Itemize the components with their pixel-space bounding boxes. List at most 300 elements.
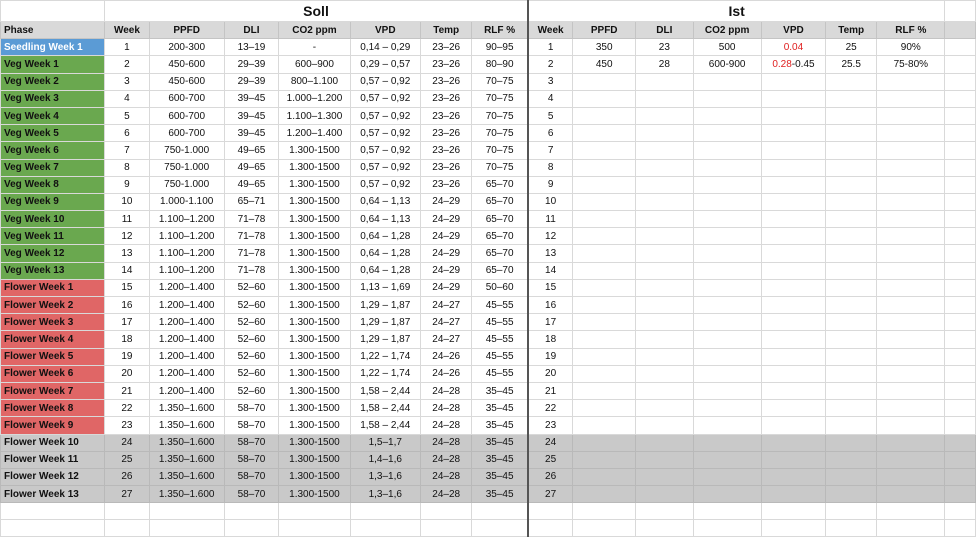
co2-cell[interactable]: 1.300-1500 — [279, 486, 350, 503]
rlf-cell[interactable]: 65–70 — [472, 193, 528, 210]
temp-cell[interactable]: 24–29 — [421, 211, 472, 228]
dli-cell[interactable]: 58–70 — [224, 417, 279, 434]
header-ist-week[interactable]: Week — [528, 22, 573, 39]
ist-vpd-cell[interactable] — [761, 211, 825, 228]
ist-ppfd-cell[interactable] — [573, 262, 636, 279]
vpd-cell[interactable]: 0,57 – 0,92 — [350, 73, 421, 90]
ppfd-cell[interactable]: 1.350–1.600 — [149, 451, 224, 468]
ist-co2-cell[interactable] — [693, 159, 761, 176]
cell-blank[interactable] — [350, 520, 421, 537]
rlf-cell[interactable]: 45–55 — [472, 365, 528, 382]
ist-dli-cell[interactable] — [636, 107, 693, 124]
ist-ppfd-cell[interactable] — [573, 142, 636, 159]
ist-vpd-cell[interactable] — [761, 73, 825, 90]
dli-cell[interactable]: 71–78 — [224, 245, 279, 262]
temp-cell[interactable]: 24–28 — [421, 417, 472, 434]
week-cell[interactable]: 5 — [105, 107, 150, 124]
co2-cell[interactable]: 1.300-1500 — [279, 468, 350, 485]
ist-rlf-cell[interactable] — [877, 193, 945, 210]
ist-temp-cell[interactable] — [826, 434, 877, 451]
ist-ppfd-cell[interactable] — [573, 73, 636, 90]
ist-ppfd-cell[interactable] — [573, 211, 636, 228]
ist-temp-cell[interactable] — [826, 125, 877, 142]
ist-temp-cell[interactable] — [826, 314, 877, 331]
header-co2[interactable]: CO2 ppm — [279, 22, 350, 39]
rlf-cell[interactable]: 70–75 — [472, 142, 528, 159]
ist-week-cell[interactable]: 26 — [528, 468, 573, 485]
vpd-cell[interactable]: 0,64 – 1,13 — [350, 211, 421, 228]
temp-cell[interactable]: 24–29 — [421, 262, 472, 279]
ist-ppfd-cell[interactable] — [573, 228, 636, 245]
ppfd-cell[interactable]: 450-600 — [149, 56, 224, 73]
vpd-cell[interactable]: 0,64 – 1,13 — [350, 193, 421, 210]
ist-dli-cell[interactable] — [636, 142, 693, 159]
ppfd-cell[interactable]: 1.100–1.200 — [149, 228, 224, 245]
section-title-ist[interactable]: Ist — [528, 1, 945, 22]
cell-blank[interactable] — [945, 107, 976, 124]
ist-dli-cell[interactable] — [636, 279, 693, 296]
temp-cell[interactable]: 24–28 — [421, 451, 472, 468]
ist-week-cell[interactable]: 6 — [528, 125, 573, 142]
rlf-cell[interactable]: 70–75 — [472, 125, 528, 142]
temp-cell[interactable]: 23–26 — [421, 142, 472, 159]
ist-temp-cell[interactable] — [826, 365, 877, 382]
dli-cell[interactable]: 58–70 — [224, 486, 279, 503]
ist-dli-cell[interactable] — [636, 262, 693, 279]
cell-blank[interactable] — [945, 90, 976, 107]
ist-co2-cell[interactable] — [693, 297, 761, 314]
ist-temp-cell[interactable] — [826, 159, 877, 176]
ist-co2-cell[interactable] — [693, 73, 761, 90]
week-cell[interactable]: 15 — [105, 279, 150, 296]
vpd-cell[interactable]: 0,64 – 1,28 — [350, 245, 421, 262]
ist-vpd-cell[interactable] — [761, 39, 825, 56]
co2-cell[interactable]: 1.300-1500 — [279, 228, 350, 245]
cell-blank[interactable] — [945, 365, 976, 382]
dli-cell[interactable]: 71–78 — [224, 228, 279, 245]
dli-cell[interactable]: 39–45 — [224, 107, 279, 124]
vpd-cell[interactable]: 0,64 – 1,28 — [350, 228, 421, 245]
ist-temp-cell[interactable] — [826, 468, 877, 485]
ist-rlf-cell[interactable] — [877, 486, 945, 503]
ist-week-cell[interactable]: 18 — [528, 331, 573, 348]
cell-blank[interactable] — [1, 520, 105, 537]
temp-cell[interactable]: 23–26 — [421, 125, 472, 142]
ist-vpd-cell[interactable] — [761, 142, 825, 159]
temp-cell[interactable]: 24–28 — [421, 434, 472, 451]
ist-vpd-cell[interactable] — [761, 468, 825, 485]
ist-temp-cell[interactable] — [826, 211, 877, 228]
temp-cell[interactable]: 24–28 — [421, 486, 472, 503]
ist-vpd-cell[interactable] — [761, 434, 825, 451]
ist-vpd-cell[interactable] — [761, 193, 825, 210]
co2-cell[interactable]: 1.300-1500 — [279, 314, 350, 331]
ist-dli-cell[interactable] — [636, 451, 693, 468]
ist-temp-cell[interactable] — [826, 90, 877, 107]
week-cell[interactable]: 13 — [105, 245, 150, 262]
cell-blank[interactable] — [472, 503, 528, 520]
cell-blank[interactable] — [421, 520, 472, 537]
dli-cell[interactable]: 52–60 — [224, 279, 279, 296]
cell-blank[interactable] — [945, 228, 976, 245]
ist-week-cell[interactable]: 3 — [528, 73, 573, 90]
temp-cell[interactable]: 24–26 — [421, 348, 472, 365]
co2-cell[interactable]: 1.300-1500 — [279, 245, 350, 262]
ist-vpd-cell[interactable] — [761, 486, 825, 503]
ist-co2-cell[interactable] — [693, 468, 761, 485]
week-cell[interactable]: 6 — [105, 125, 150, 142]
header-ist-dli[interactable]: DLI — [636, 22, 693, 39]
ppfd-cell[interactable]: 1.200–1.400 — [149, 331, 224, 348]
co2-cell[interactable]: - — [279, 39, 350, 56]
cell-blank[interactable] — [573, 503, 636, 520]
vpd-cell[interactable]: 1,22 – 1,74 — [350, 365, 421, 382]
vpd-cell[interactable]: 1,3–1,6 — [350, 486, 421, 503]
ist-vpd-cell[interactable] — [761, 279, 825, 296]
ist-rlf-cell[interactable] — [877, 417, 945, 434]
dli-cell[interactable]: 52–60 — [224, 348, 279, 365]
dli-cell[interactable]: 52–60 — [224, 331, 279, 348]
ist-vpd-cell[interactable] — [761, 348, 825, 365]
ist-rlf-cell[interactable] — [877, 176, 945, 193]
cell-blank[interactable] — [945, 193, 976, 210]
ist-co2-cell[interactable] — [693, 211, 761, 228]
ist-rlf-cell[interactable] — [877, 451, 945, 468]
ist-temp-cell[interactable] — [826, 262, 877, 279]
temp-cell[interactable]: 24–29 — [421, 245, 472, 262]
header-ppfd[interactable]: PPFD — [149, 22, 224, 39]
temp-cell[interactable]: 23–26 — [421, 39, 472, 56]
ist-co2-cell[interactable]: 600-900 — [693, 56, 761, 73]
co2-cell[interactable]: 800–1.100 — [279, 73, 350, 90]
rlf-cell[interactable]: 90–95 — [472, 39, 528, 56]
vpd-cell[interactable]: 1,3–1,6 — [350, 468, 421, 485]
ist-temp-cell[interactable] — [826, 486, 877, 503]
ist-ppfd-cell[interactable] — [573, 468, 636, 485]
co2-cell[interactable]: 1.300-1500 — [279, 262, 350, 279]
ist-co2-cell[interactable] — [693, 451, 761, 468]
co2-cell[interactable]: 1.300-1500 — [279, 193, 350, 210]
phase-cell[interactable]: Veg Week 6 — [1, 142, 105, 159]
ist-ppfd-cell[interactable]: 450 — [573, 56, 636, 73]
temp-cell[interactable]: 23–26 — [421, 176, 472, 193]
rlf-cell[interactable]: 80–90 — [472, 56, 528, 73]
dli-cell[interactable]: 58–70 — [224, 451, 279, 468]
rlf-cell[interactable]: 65–70 — [472, 245, 528, 262]
ist-ppfd-cell[interactable]: 350 — [573, 39, 636, 56]
phase-cell[interactable]: Flower Week 8 — [1, 400, 105, 417]
phase-cell[interactable]: Flower Week 12 — [1, 468, 105, 485]
ist-vpd-cell[interactable] — [761, 228, 825, 245]
rlf-cell[interactable]: 70–75 — [472, 90, 528, 107]
cell-blank[interactable] — [693, 520, 761, 537]
phase-cell[interactable]: Veg Week 2 — [1, 73, 105, 90]
ist-dli-cell[interactable] — [636, 228, 693, 245]
co2-cell[interactable]: 1.200–1.400 — [279, 125, 350, 142]
vpd-cell[interactable]: 0,57 – 0,92 — [350, 125, 421, 142]
ist-co2-cell[interactable] — [693, 142, 761, 159]
header-dli[interactable]: DLI — [224, 22, 279, 39]
cell-blank[interactable] — [945, 434, 976, 451]
ist-dli-cell[interactable] — [636, 90, 693, 107]
ppfd-cell[interactable]: 1.200–1.400 — [149, 314, 224, 331]
rlf-cell[interactable]: 65–70 — [472, 176, 528, 193]
phase-cell[interactable]: Veg Week 13 — [1, 262, 105, 279]
co2-cell[interactable]: 1.300-1500 — [279, 159, 350, 176]
co2-cell[interactable]: 1.300-1500 — [279, 142, 350, 159]
week-cell[interactable]: 3 — [105, 73, 150, 90]
ist-vpd-cell[interactable] — [761, 400, 825, 417]
phase-cell[interactable]: Veg Week 7 — [1, 159, 105, 176]
ppfd-cell[interactable]: 600-700 — [149, 90, 224, 107]
co2-cell[interactable]: 1.300-1500 — [279, 417, 350, 434]
ppfd-cell[interactable]: 1.100–1.200 — [149, 245, 224, 262]
ist-rlf-cell[interactable]: 90% — [877, 39, 945, 56]
phase-cell[interactable]: Flower Week 7 — [1, 382, 105, 399]
week-cell[interactable]: 7 — [105, 142, 150, 159]
rlf-cell[interactable]: 45–55 — [472, 297, 528, 314]
rlf-cell[interactable]: 35–45 — [472, 434, 528, 451]
phase-cell[interactable]: Veg Week 4 — [1, 107, 105, 124]
ist-dli-cell[interactable] — [636, 245, 693, 262]
temp-cell[interactable]: 24–27 — [421, 331, 472, 348]
vpd-cell[interactable]: 1,29 – 1,87 — [350, 331, 421, 348]
ist-co2-cell[interactable] — [693, 90, 761, 107]
week-cell[interactable]: 26 — [105, 468, 150, 485]
ist-temp-cell[interactable]: 25.5 — [826, 56, 877, 73]
cell-blank[interactable] — [945, 451, 976, 468]
cell-blank[interactable] — [945, 314, 976, 331]
phase-cell[interactable]: Flower Week 6 — [1, 365, 105, 382]
ist-week-cell[interactable]: 1 — [528, 39, 573, 56]
cell-blank[interactable] — [224, 503, 279, 520]
dli-cell[interactable]: 52–60 — [224, 297, 279, 314]
ist-ppfd-cell[interactable] — [573, 176, 636, 193]
ist-co2-cell[interactable] — [693, 434, 761, 451]
header-rlf[interactable]: RLF % — [472, 22, 528, 39]
ist-rlf-cell[interactable] — [877, 73, 945, 90]
ist-week-cell[interactable]: 25 — [528, 451, 573, 468]
ist-ppfd-cell[interactable] — [573, 279, 636, 296]
phase-cell[interactable]: Veg Week 12 — [1, 245, 105, 262]
ist-temp-cell[interactable] — [826, 331, 877, 348]
cell-blank[interactable] — [945, 417, 976, 434]
cell-blank[interactable] — [945, 468, 976, 485]
co2-cell[interactable]: 1.300-1500 — [279, 348, 350, 365]
co2-cell[interactable]: 1.300-1500 — [279, 382, 350, 399]
ist-dli-cell[interactable] — [636, 382, 693, 399]
rlf-cell[interactable]: 35–45 — [472, 451, 528, 468]
phase-cell[interactable]: Seedling Week 1 — [1, 39, 105, 56]
ppfd-cell[interactable]: 600-700 — [149, 125, 224, 142]
ist-dli-cell[interactable] — [636, 159, 693, 176]
ist-dli-cell[interactable] — [636, 348, 693, 365]
week-cell[interactable]: 2 — [105, 56, 150, 73]
ist-vpd-cell[interactable] — [761, 417, 825, 434]
ist-vpd-cell[interactable] — [761, 451, 825, 468]
ist-temp-cell[interactable] — [826, 193, 877, 210]
ist-co2-cell[interactable] — [693, 382, 761, 399]
week-cell[interactable]: 18 — [105, 331, 150, 348]
week-cell[interactable]: 1 — [105, 39, 150, 56]
ist-vpd-cell[interactable] — [761, 90, 825, 107]
ist-ppfd-cell[interactable] — [573, 365, 636, 382]
cell-blank[interactable] — [945, 142, 976, 159]
ist-rlf-cell[interactable]: 75-80% — [877, 56, 945, 73]
ist-co2-cell[interactable] — [693, 107, 761, 124]
cell-blank[interactable] — [945, 503, 976, 520]
vpd-cell[interactable]: 0,57 – 0,92 — [350, 142, 421, 159]
cell-blank[interactable] — [945, 331, 976, 348]
ist-rlf-cell[interactable] — [877, 245, 945, 262]
week-cell[interactable]: 23 — [105, 417, 150, 434]
ist-week-cell[interactable]: 12 — [528, 228, 573, 245]
cell-blank[interactable] — [472, 520, 528, 537]
phase-cell[interactable]: Flower Week 5 — [1, 348, 105, 365]
ist-dli-cell[interactable]: 28 — [636, 56, 693, 73]
cell-blank[interactable] — [945, 39, 976, 56]
ppfd-cell[interactable]: 1.350–1.600 — [149, 434, 224, 451]
week-cell[interactable]: 20 — [105, 365, 150, 382]
rlf-cell[interactable]: 45–55 — [472, 331, 528, 348]
co2-cell[interactable]: 1.300-1500 — [279, 400, 350, 417]
rlf-cell[interactable]: 70–75 — [472, 73, 528, 90]
cell-blank[interactable] — [945, 486, 976, 503]
temp-cell[interactable]: 23–26 — [421, 56, 472, 73]
week-cell[interactable]: 8 — [105, 159, 150, 176]
ist-rlf-cell[interactable] — [877, 228, 945, 245]
ist-ppfd-cell[interactable] — [573, 451, 636, 468]
ist-week-cell[interactable]: 22 — [528, 400, 573, 417]
ppfd-cell[interactable]: 1.100–1.200 — [149, 262, 224, 279]
vpd-cell[interactable]: 1,4–1,6 — [350, 451, 421, 468]
rlf-cell[interactable]: 45–55 — [472, 348, 528, 365]
cell-blank[interactable] — [945, 520, 976, 537]
ist-dli-cell[interactable] — [636, 176, 693, 193]
vpd-cell[interactable]: 1,29 – 1,87 — [350, 297, 421, 314]
co2-cell[interactable]: 1.100–1.300 — [279, 107, 350, 124]
cell-blank[interactable] — [149, 520, 224, 537]
ist-co2-cell[interactable] — [693, 486, 761, 503]
dli-cell[interactable]: 58–70 — [224, 468, 279, 485]
cell-blank[interactable] — [279, 503, 350, 520]
ist-ppfd-cell[interactable] — [573, 90, 636, 107]
cell-blank[interactable] — [573, 520, 636, 537]
ist-week-cell[interactable]: 10 — [528, 193, 573, 210]
ppfd-cell[interactable]: 1.350–1.600 — [149, 417, 224, 434]
ist-co2-cell[interactable] — [693, 314, 761, 331]
week-cell[interactable]: 14 — [105, 262, 150, 279]
cell-blank[interactable] — [945, 245, 976, 262]
ist-week-cell[interactable]: 19 — [528, 348, 573, 365]
cell-blank[interactable] — [945, 73, 976, 90]
ppfd-cell[interactable]: 1.200–1.400 — [149, 382, 224, 399]
cell-blank[interactable] — [636, 503, 693, 520]
ist-co2-cell[interactable]: 500 — [693, 39, 761, 56]
ppfd-cell[interactable]: 750-1.000 — [149, 142, 224, 159]
cell-blank[interactable] — [105, 520, 150, 537]
cell-blank[interactable] — [279, 520, 350, 537]
co2-cell[interactable]: 1.300-1500 — [279, 211, 350, 228]
ist-ppfd-cell[interactable] — [573, 434, 636, 451]
ist-co2-cell[interactable] — [693, 279, 761, 296]
cell-blank[interactable] — [350, 503, 421, 520]
temp-cell[interactable]: 24–29 — [421, 279, 472, 296]
temp-cell[interactable]: 24–26 — [421, 365, 472, 382]
ist-co2-cell[interactable] — [693, 125, 761, 142]
phase-cell[interactable]: Flower Week 3 — [1, 314, 105, 331]
rlf-cell[interactable]: 35–45 — [472, 382, 528, 399]
ppfd-cell[interactable]: 1.200–1.400 — [149, 348, 224, 365]
ppfd-cell[interactable]: 1.200–1.400 — [149, 279, 224, 296]
ist-rlf-cell[interactable] — [877, 348, 945, 365]
ist-ppfd-cell[interactable] — [573, 193, 636, 210]
cell-blank[interactable] — [826, 503, 877, 520]
vpd-cell[interactable]: 0,57 – 0,92 — [350, 159, 421, 176]
phase-cell[interactable]: Flower Week 1 — [1, 279, 105, 296]
ist-dli-cell[interactable] — [636, 365, 693, 382]
ist-vpd-cell[interactable] — [761, 314, 825, 331]
vpd-cell[interactable]: 1,5–1,7 — [350, 434, 421, 451]
ist-rlf-cell[interactable] — [877, 434, 945, 451]
ist-co2-cell[interactable] — [693, 262, 761, 279]
cell-blank[interactable] — [945, 279, 976, 296]
vpd-cell[interactable]: 1,22 – 1,74 — [350, 348, 421, 365]
cell-blank[interactable] — [945, 22, 976, 39]
dli-cell[interactable]: 13–19 — [224, 39, 279, 56]
ist-dli-cell[interactable] — [636, 400, 693, 417]
ist-rlf-cell[interactable] — [877, 331, 945, 348]
ist-ppfd-cell[interactable] — [573, 486, 636, 503]
cell-blank[interactable] — [945, 159, 976, 176]
co2-cell[interactable]: 1.300-1500 — [279, 297, 350, 314]
cell-blank[interactable] — [945, 1, 976, 22]
vpd-cell[interactable]: 1,29 – 1,87 — [350, 314, 421, 331]
cell-blank[interactable] — [105, 503, 150, 520]
ist-temp-cell[interactable] — [826, 142, 877, 159]
ist-rlf-cell[interactable] — [877, 159, 945, 176]
cell-blank[interactable] — [877, 520, 945, 537]
temp-cell[interactable]: 23–26 — [421, 159, 472, 176]
vpd-cell[interactable]: 0,29 – 0,57 — [350, 56, 421, 73]
ist-rlf-cell[interactable] — [877, 107, 945, 124]
week-cell[interactable]: 10 — [105, 193, 150, 210]
rlf-cell[interactable]: 65–70 — [472, 262, 528, 279]
phase-cell[interactable]: Veg Week 10 — [1, 211, 105, 228]
ist-week-cell[interactable]: 5 — [528, 107, 573, 124]
ist-ppfd-cell[interactable] — [573, 382, 636, 399]
vpd-cell[interactable]: 1,58 – 2,44 — [350, 400, 421, 417]
ist-week-cell[interactable]: 23 — [528, 417, 573, 434]
ist-week-cell[interactable]: 14 — [528, 262, 573, 279]
cell-blank[interactable] — [693, 503, 761, 520]
dli-cell[interactable]: 52–60 — [224, 382, 279, 399]
ist-vpd-cell[interactable] — [761, 125, 825, 142]
ist-co2-cell[interactable] — [693, 400, 761, 417]
ist-co2-cell[interactable] — [693, 331, 761, 348]
vpd-cell[interactable]: 0,57 – 0,92 — [350, 90, 421, 107]
ist-week-cell[interactable]: 4 — [528, 90, 573, 107]
ppfd-cell[interactable]: 1.100–1.200 — [149, 211, 224, 228]
vpd-cell[interactable]: 0,64 – 1,28 — [350, 262, 421, 279]
ist-vpd-cell[interactable] — [761, 176, 825, 193]
ist-co2-cell[interactable] — [693, 365, 761, 382]
cell-blank[interactable] — [1, 1, 105, 22]
ist-temp-cell[interactable] — [826, 228, 877, 245]
phase-cell[interactable]: Veg Week 1 — [1, 56, 105, 73]
ist-rlf-cell[interactable] — [877, 297, 945, 314]
ist-vpd-cell[interactable] — [761, 159, 825, 176]
